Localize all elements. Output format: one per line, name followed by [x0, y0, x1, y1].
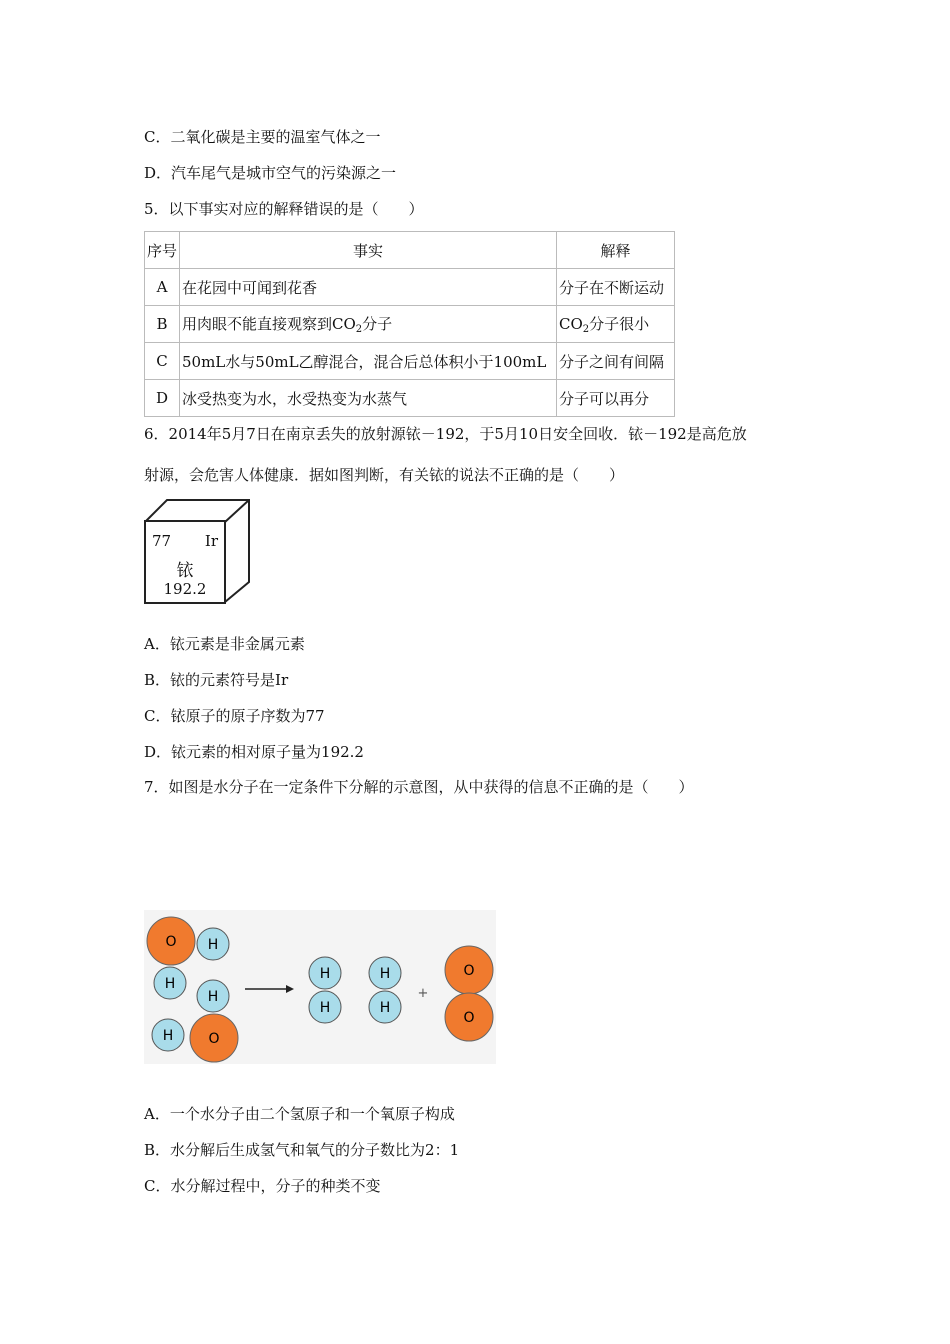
svg-text:H: H [379, 1000, 391, 1016]
q7-option-b: B．水分解后生成氢气和氧气的分子数比为2：1 [144, 1141, 460, 1159]
row-id: C [145, 343, 180, 380]
hydrogen-atom [154, 967, 186, 999]
q5-stem: 5．以下事实对应的解释错误的是（ ） [144, 200, 424, 218]
element-card [144, 498, 254, 604]
header-explain: 解释 [557, 232, 675, 269]
q6-option-a: A．铱元素是非金属元素 [144, 635, 305, 653]
svg-text:H: H [379, 966, 391, 982]
q7-stem: 7．如图是水分子在一定条件下分解的示意图，从中获得的信息不正确的是（ ） [144, 778, 694, 796]
table-row [145, 306, 675, 343]
q7-option-a: A．一个水分子由二个氢原子和一个氧原子构成 [144, 1105, 455, 1123]
svg-text:O: O [208, 1031, 220, 1047]
row-explain: 分子在不断运动 [557, 269, 675, 306]
row-id: A [145, 269, 180, 306]
q4-option-c: C．二氧化碳是主要的温室气体之一 [144, 128, 381, 146]
table-row [145, 269, 675, 306]
q6-option-d: D．铱元素的相对原子量为192.2 [144, 743, 364, 761]
q6-stem-line1: 6．2014年5月7日在南京丢失的放射源铱－192，于5月10日安全回收．铱－192是高危放 [144, 425, 747, 443]
svg-text:H: H [164, 976, 176, 992]
subscript: 2 [355, 324, 363, 335]
fact-text: 用肉眼不能直接观察到CO [182, 315, 356, 333]
explain-text: 分子很小 [589, 315, 650, 333]
arrow-right-icon [245, 985, 294, 993]
hydrogen-atom [369, 957, 401, 989]
explain-text: CO [559, 315, 583, 333]
row-explain [557, 306, 675, 343]
svg-text:O: O [165, 934, 177, 950]
hydrogen-atom [152, 1019, 184, 1051]
svg-text:H: H [162, 1028, 174, 1044]
row-fact: 在花园中可闻到花香 [180, 269, 557, 306]
svg-text:O: O [463, 963, 475, 979]
atomic-mass: 192.2 [163, 580, 207, 598]
water-decomposition-diagram [144, 910, 496, 1064]
oxygen-atom [445, 993, 493, 1041]
row-id: B [145, 306, 180, 343]
header-fact: 事实 [180, 232, 557, 269]
svg-text:H: H [207, 989, 219, 1005]
element-face [144, 520, 226, 604]
plus-sign: + [417, 986, 429, 1001]
row-fact: 50mL水与50mL乙醇混合，混合后总体积小于100mL [180, 343, 557, 380]
subscript: 2 [582, 324, 590, 335]
svg-text:H: H [207, 937, 219, 953]
hydrogen-atom [309, 957, 341, 989]
row-id: D [145, 380, 180, 417]
fact-text: 分子 [362, 315, 393, 333]
oxygen-atom [147, 917, 195, 965]
oxygen-atom [445, 946, 493, 994]
table-row [145, 343, 675, 380]
q6-option-b: B．铱的元素符号是Ir [144, 671, 289, 689]
table-header-row [145, 232, 675, 269]
atomic-number: 77 [152, 532, 172, 550]
row-explain: 分子之间有间隔 [557, 343, 675, 380]
q6-option-c: C．铱原子的原子序数为77 [144, 707, 325, 725]
hydrogen-atom [197, 928, 229, 960]
svg-text:O: O [463, 1010, 475, 1026]
q6-stem-line2: 射源，会危害人体健康．据如图判断，有关铱的说法不正确的是（ ） [144, 466, 625, 484]
q7-option-c: C．水分解过程中，分子的种类不变 [144, 1177, 381, 1195]
hydrogen-atom [369, 991, 401, 1023]
svg-text:H: H [319, 966, 331, 982]
q4-option-d: D．汽车尾气是城市空气的污染源之一 [144, 164, 397, 182]
svg-text:H: H [319, 1000, 331, 1016]
hydrogen-atom [309, 991, 341, 1023]
row-fact: 冰受热变为水，水受热变为水蒸气 [180, 380, 557, 417]
header-id: 序号 [145, 232, 180, 269]
element-symbol: Ir [204, 532, 218, 550]
table-row [145, 380, 675, 417]
hydrogen-atom [197, 980, 229, 1012]
row-explain: 分子可以再分 [557, 380, 675, 417]
element-name: 铱 [176, 561, 194, 581]
row-fact [180, 306, 557, 343]
oxygen-atom [190, 1014, 238, 1062]
q5-table [144, 231, 675, 417]
